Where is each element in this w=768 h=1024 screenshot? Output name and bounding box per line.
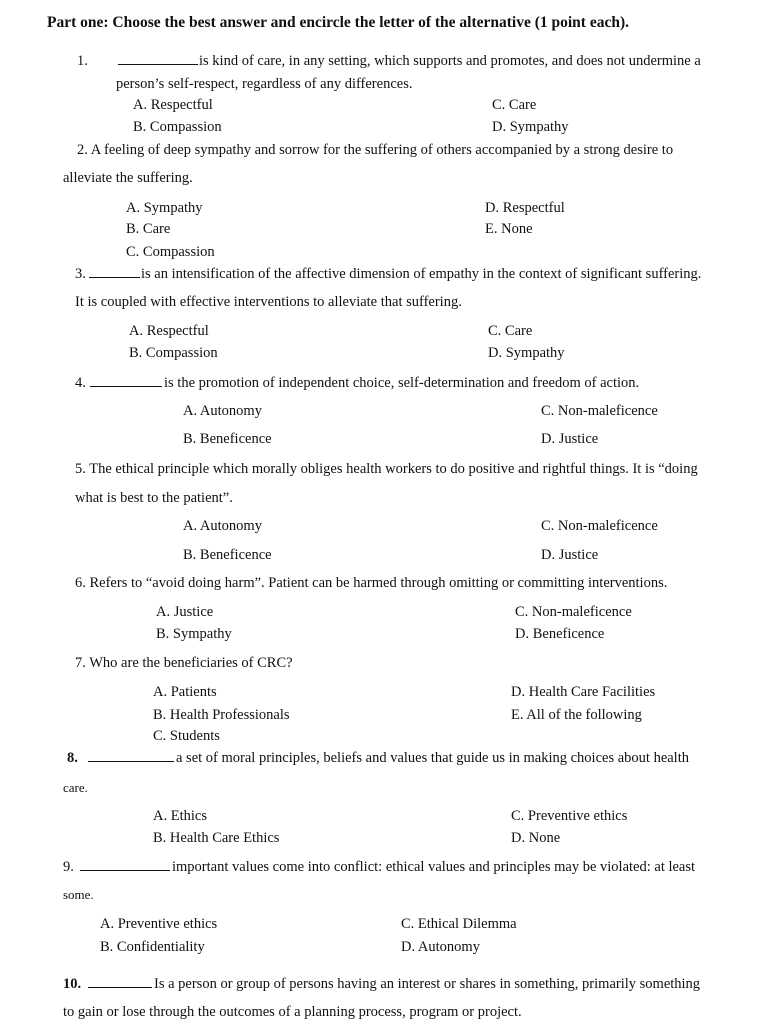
- question-text: important values come into conflict: ethical values and principles may be violated: at least: [172, 859, 696, 875]
- option-a[interactable]: A. Respectful: [129, 323, 209, 339]
- option-d[interactable]: D. None: [511, 830, 561, 846]
- option-d[interactable]: D. Respectful: [485, 200, 565, 216]
- option-d[interactable]: D. Justice: [541, 547, 599, 563]
- option-b[interactable]: B. Compassion: [133, 119, 222, 135]
- option-c[interactable]: C. Care: [488, 323, 533, 339]
- question-number: 1.: [77, 53, 88, 69]
- option-c[interactable]: C. Non-maleficence: [541, 518, 658, 534]
- option-d[interactable]: D. Health Care Facilities: [511, 684, 656, 700]
- question-text: a set of moral principles, beliefs and values that guide us in making choices about health: [176, 750, 689, 766]
- question-text: to gain or lose through the outcomes of a planning process, program or project.: [63, 1004, 522, 1020]
- option-c[interactable]: C. Students: [153, 728, 220, 744]
- question-text: Is a person or group of persons having an interest or shares in something, primarily something: [154, 976, 701, 992]
- answer-blank: [88, 749, 174, 767]
- option-a[interactable]: A. Justice: [156, 604, 214, 620]
- option-c[interactable]: C. Non-maleficence: [541, 403, 658, 419]
- option-b[interactable]: B. Confidentiality: [100, 939, 205, 955]
- option-a[interactable]: A. Respectful: [133, 97, 213, 113]
- question-text: 6. Refers to “avoid doing harm”. Patient can be harmed through omitting or committing interventions.: [75, 575, 668, 591]
- question-number: 10.: [63, 976, 82, 992]
- option-c[interactable]: C. Ethical Dilemma: [401, 916, 517, 932]
- answer-blank: [88, 975, 152, 993]
- answer-blank: [90, 374, 162, 392]
- option-d[interactable]: D. Justice: [541, 431, 599, 447]
- option-a[interactable]: A. Preventive ethics: [100, 916, 218, 932]
- option-c[interactable]: C. Preventive ethics: [511, 808, 628, 824]
- answer-blank: [118, 52, 198, 70]
- option-a[interactable]: A. Autonomy: [183, 518, 262, 534]
- question-text: care.: [63, 780, 88, 795]
- option-a[interactable]: A. Ethics: [153, 808, 207, 824]
- option-d[interactable]: D. Sympathy: [488, 345, 565, 361]
- option-e[interactable]: E. All of the following: [511, 707, 642, 723]
- option-c[interactable]: C. Compassion: [126, 244, 215, 260]
- option-b[interactable]: B. Health Professionals: [153, 707, 290, 723]
- option-a[interactable]: A. Patients: [153, 684, 217, 700]
- option-b[interactable]: B. Sympathy: [156, 626, 232, 642]
- question-number: 3.: [75, 266, 86, 282]
- option-c[interactable]: C. Care: [492, 97, 537, 113]
- option-b[interactable]: B. Beneficence: [183, 431, 272, 447]
- option-d[interactable]: D. Sympathy: [492, 119, 569, 135]
- option-d[interactable]: D. Autonomy: [401, 939, 480, 955]
- question-text: alleviate the suffering.: [63, 170, 193, 186]
- option-b[interactable]: B. Beneficence: [183, 547, 272, 563]
- option-b[interactable]: B. Care: [126, 221, 171, 237]
- question-text: 2. A feeling of deep sympathy and sorrow for the suffering of others accompanied by a strong desire to: [77, 142, 674, 158]
- question-text: 7. Who are the beneficiaries of CRC?: [75, 655, 293, 671]
- question-text: some.: [63, 887, 94, 902]
- question-number: 9.: [63, 859, 74, 875]
- question-number: 8.: [67, 750, 78, 766]
- question-text: is kind of care, in any setting, which supports and promotes, and does not undermine a: [199, 53, 701, 69]
- question-text: is the promotion of independent choice, self-determination and freedom of action.: [164, 375, 640, 391]
- option-e[interactable]: E. None: [485, 221, 533, 237]
- section-heading: Part one: Choose the best answer and encircle the letter of the alternative (1 point each).: [47, 14, 629, 31]
- option-a[interactable]: A. Autonomy: [183, 403, 262, 419]
- option-d[interactable]: D. Beneficence: [515, 626, 605, 642]
- option-c[interactable]: C. Non-maleficence: [515, 604, 632, 620]
- question-number: 4.: [75, 375, 86, 391]
- option-a[interactable]: A. Sympathy: [126, 200, 203, 216]
- answer-blank: [80, 858, 170, 876]
- question-text: person’s self-respect, regardless of any differences.: [116, 76, 413, 92]
- question-text: what is best to the patient”.: [75, 490, 233, 506]
- option-b[interactable]: B. Compassion: [129, 345, 218, 361]
- answer-blank: [89, 265, 140, 283]
- question-text: is an intensification of the affective dimension of empathy in the context of significant suffering.: [141, 266, 702, 282]
- option-b[interactable]: B. Health Care Ethics: [153, 830, 280, 846]
- question-text: 5. The ethical principle which morally obliges health workers to do positive and rightful things. It is “doing: [75, 461, 698, 477]
- question-text: It is coupled with effective interventions to alleviate that suffering.: [75, 294, 462, 310]
